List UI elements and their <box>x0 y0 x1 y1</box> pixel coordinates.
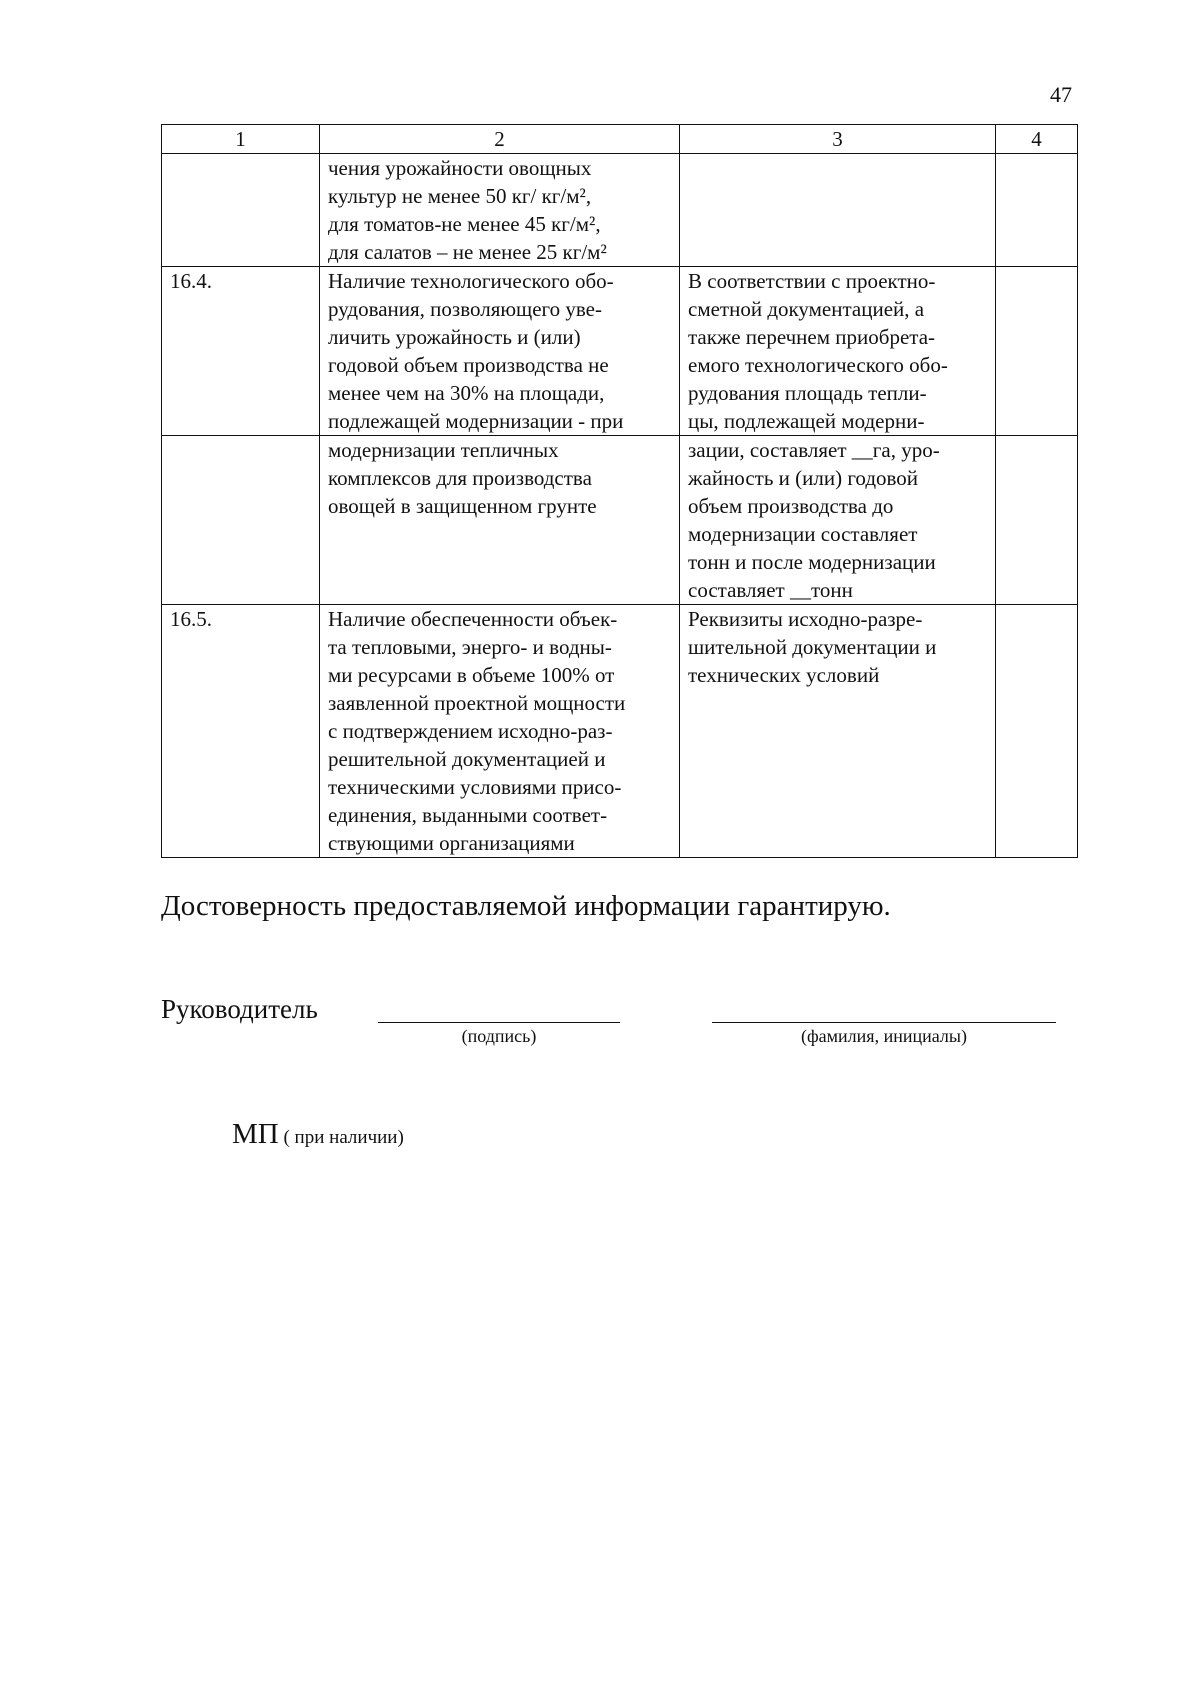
table-row <box>162 267 1078 436</box>
row-number-cell <box>162 154 320 267</box>
requirements-table <box>161 124 1078 858</box>
row-number-cell <box>162 436 320 605</box>
criterion-cell: модернизации тепличных комплексов для производства овощей в защищенном грунте <box>320 436 680 605</box>
table-row <box>162 605 1078 858</box>
name-caption: (фамилия, инициалы) <box>801 1026 967 1046</box>
signature-caption: (подпись) <box>461 1026 537 1046</box>
criterion-cell: Наличие технологического обо- рудования, позволяющего уве- личить урожайность и (или) годовой объем производства не менее чем на 30% на площади, подлежащей модернизации - при <box>320 267 680 436</box>
table-row <box>162 154 1078 267</box>
name-line <box>712 1022 1056 1023</box>
page-number: 47 <box>1050 82 1072 107</box>
stamp-note: ( при наличии) <box>278 1127 404 1148</box>
row-number-cell: 16.5. <box>162 605 320 858</box>
column-header: 3 <box>680 125 996 154</box>
criterion-cell: Наличие обеспеченности объек- та тепловыми, энерго- и водны- ми ресурсами в объеме 100% от заявленной проектной мощности с подтверждением исходно-раз- решительной документацией и техническими условиями присо- единения, выданными соответ- ствующими организациями <box>320 605 680 858</box>
score-cell <box>996 436 1078 605</box>
stamp-label: МП <box>232 1118 279 1150</box>
confirmation-cell: зации, составляет __га, уро- жайность и (или) годовой объем производства до модернизации составляет тонн и после модернизации составляет __тонн <box>680 436 996 605</box>
score-cell <box>996 605 1078 858</box>
confirmation-cell: Реквизиты исходно-разре- шительной документации и технических условий <box>680 605 996 858</box>
confirmation-cell <box>680 154 996 267</box>
column-header: 1 <box>162 125 320 154</box>
table-header-row <box>162 125 1078 154</box>
score-cell <box>996 154 1078 267</box>
score-cell <box>996 267 1078 436</box>
column-header: 4 <box>996 125 1078 154</box>
accuracy-statement: Достоверность предоставляемой информации гарантирую. <box>161 890 891 922</box>
signature-label: Руководитель <box>161 994 318 1024</box>
row-number-cell: 16.4. <box>162 267 320 436</box>
table-row <box>162 436 1078 605</box>
confirmation-cell: В соответствии с проектно- сметной документацией, а также перечнем приобрета- емого технологического обо- рудования площадь тепли- цы, подлежащей модерни- <box>680 267 996 436</box>
criterion-cell: чения урожайности овощных культур не менее 50 кг/ кг/м², для томатов-не менее 45 кг/м², для салатов – не менее 25 кг/м² <box>320 154 680 267</box>
stamp-placeholder <box>232 1118 404 1151</box>
column-header: 2 <box>320 125 680 154</box>
signature-line <box>378 1022 620 1023</box>
